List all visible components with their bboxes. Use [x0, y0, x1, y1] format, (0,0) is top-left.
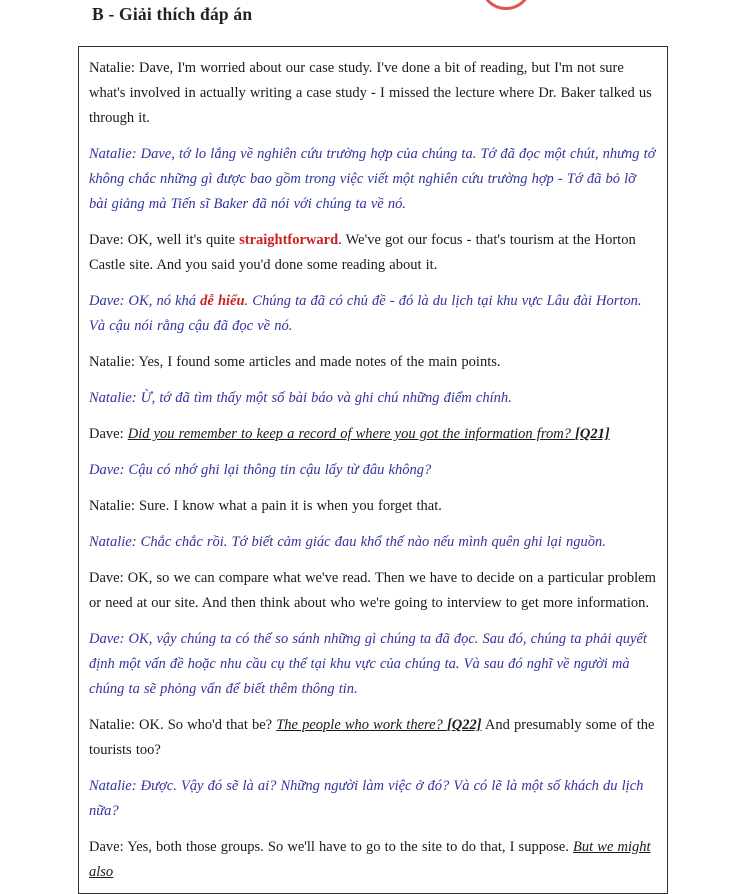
transcript-paragraph-en — [89, 228, 657, 278]
underline-bold-italic-segment: [Q22] — [446, 717, 482, 733]
underline-italic-segment: But we might also — [89, 839, 651, 880]
text-segment: Dave: Cậu có nhớ ghi lại thông tin cậu lấy từ đâu không? — [89, 462, 432, 478]
text-segment: Natalie: Sure. I know what a pain it is when you forget that. — [89, 498, 442, 514]
text-segment: Natalie: Dave, I'm worried about our case study. I've done a bit of reading, but I'm not sure what's involved in actually writing a case study - I missed the lecture where Dr. Baker talked us through it. — [89, 60, 652, 126]
transcript-paragraph-vi — [89, 530, 657, 555]
text-segment: Dave: — [89, 426, 128, 442]
text-segment: Dave: OK, so we can compare what we've read. Then we have to decide on a particular problem or need at our site. And then think about who we're going to interview to get more information. — [89, 570, 656, 611]
transcript-paragraph-vi — [89, 458, 657, 483]
text-segment: Natalie: OK. So who'd that be? — [89, 717, 277, 733]
text-segment: Dave: OK, vậy chúng ta có thể so sánh những gì chúng ta đã đọc. Sau đó, chúng ta phải quyết định một vấn đề hoặc nhu cầu cụ thể tại khu vực của chúng ta. Và sau đó nghĩ về người mà chúng ta sẽ phỏng vấn để biết thêm thông tin. — [89, 631, 647, 697]
text-segment: Dave: Yes, both those groups. So we'll have to go to the site to do that, I suppose. — [89, 839, 574, 855]
text-segment: Natalie: Ừ, tớ đã tìm thấy một số bài báo và ghi chú những điểm chính. — [89, 390, 512, 406]
text-segment: Natalie: Chắc chắc rồi. Tớ biết cảm giác đau khổ thế nào nếu mình quên ghi lại nguồn. — [89, 534, 606, 550]
transcript-paragraph-en — [89, 566, 657, 616]
underline-italic-segment: Did you remember to keep a record of where you got the information from? — [127, 426, 576, 442]
text-segment: . Chúng ta đã có chủ đề - đó là du lịch tại khu vực Lâu đài Horton. Và cậu nói rằng cậu đã đọc về nó. — [89, 293, 642, 334]
transcript-paragraph-vi — [89, 774, 657, 824]
red-bold-segment: dễ hiểu — [200, 293, 245, 309]
text-segment: Natalie: Yes, I found some articles and made notes of the main points. — [89, 354, 501, 370]
transcript-paragraph-en — [89, 713, 657, 763]
transcript-paragraph-en — [89, 56, 657, 131]
transcript-paragraph-vi — [89, 142, 657, 217]
transcript-paragraph-vi — [89, 289, 657, 339]
underline-bold-italic-segment: [Q21] — [575, 426, 610, 442]
transcript-paragraph-en — [89, 835, 657, 885]
underline-italic-segment: The people who work there? — [276, 717, 447, 733]
text-segment: Dave: OK, well it's quite — [89, 232, 240, 248]
page-title: B - Giải thích đáp án — [92, 4, 253, 24]
red-circle-decoration — [481, 0, 531, 10]
transcript-paragraph-en — [89, 350, 657, 375]
text-segment: And presumably some of the tourists too? — [89, 717, 655, 758]
text-segment: . We've got our focus - that's tourism at the Horton Castle site. And you said you'd done some reading about it. — [89, 232, 636, 273]
text-segment: Natalie: Dave, tớ lo lắng về nghiên cứu trường hợp của chúng ta. Tớ đã đọc một chút, nhưng tớ không chắc những gì được bao gồm trong việc viết một nghiên cứu trường hợp - Tớ đã bỏ lỡ bài giảng mà Tiến sĩ Baker đã nói với chúng ta về nó. — [89, 146, 656, 212]
transcript-paragraph-vi — [89, 627, 657, 702]
transcript-paragraph-en — [89, 422, 657, 447]
transcript-paragraph-vi — [89, 386, 657, 411]
red-bold-segment: straightforward — [239, 232, 339, 248]
text-segment: Dave: OK, nó khá — [89, 293, 201, 309]
text-segment: Natalie: Được. Vậy đó sẽ là ai? Những người làm việc ở đó? Và có lẽ là một số khách du lịch nữa? — [89, 778, 644, 819]
transcript-paragraph-en — [89, 494, 657, 519]
transcript-box — [78, 46, 668, 894]
